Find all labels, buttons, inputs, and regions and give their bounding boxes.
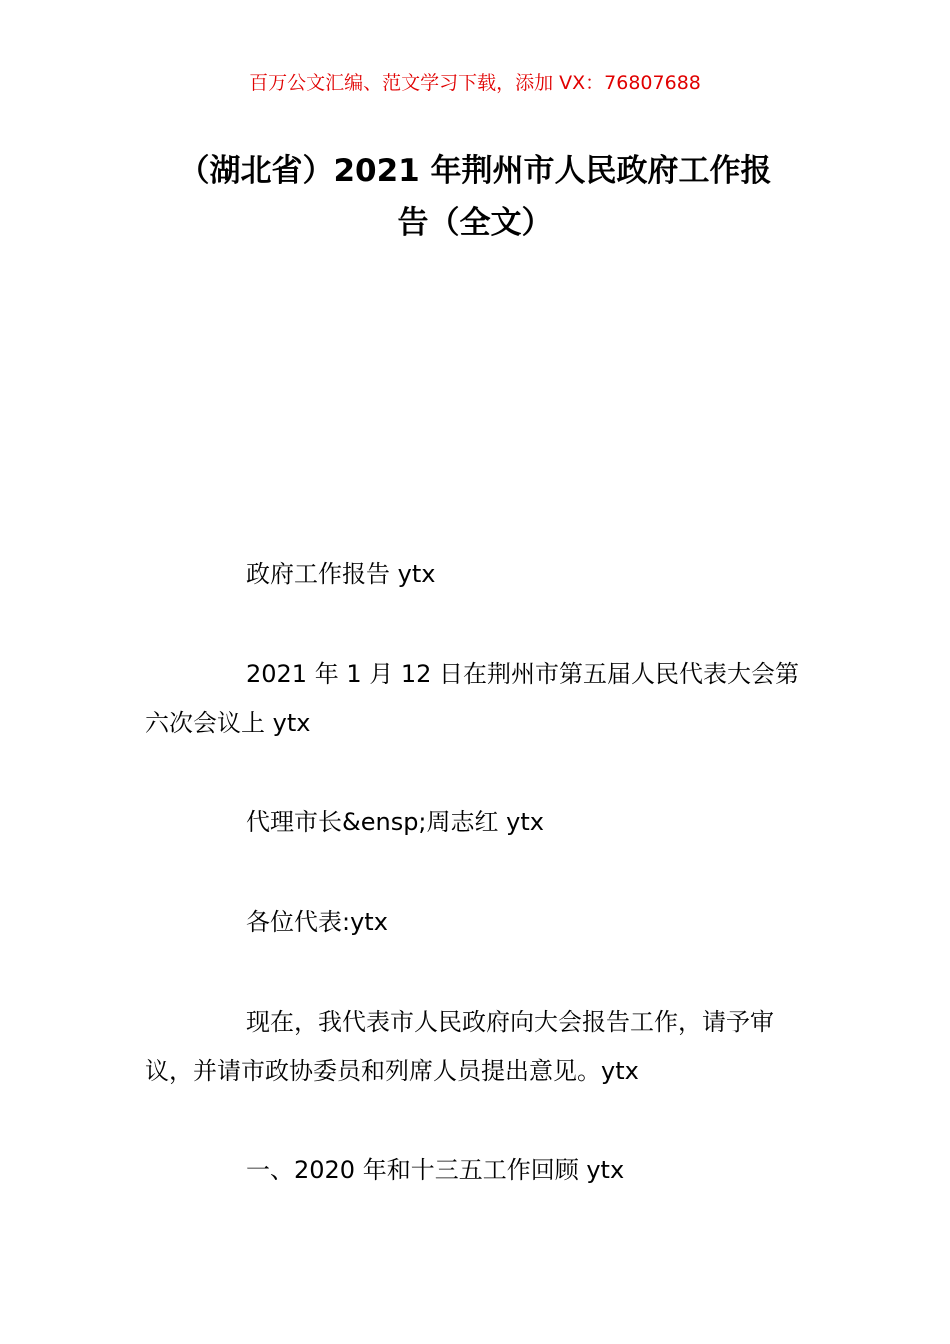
document-title: [145, 145, 805, 249]
section-heading-review: 一、2020 年和十三五工作回顾 ytx: [246, 1156, 625, 1184]
document-title-line-2: 告（全文）: [397, 205, 553, 241]
paragraph-speaker: 代理市长&ensp;周志红 ytx: [246, 808, 544, 836]
paragraph-salutation: 各位代表:ytx: [246, 908, 388, 936]
paragraph-opening: 现在，我代表市人民政府向大会报告工作，请予审议，并请市政协委员和列席人员提出意见。ytx: [145, 1008, 774, 1085]
header-watermark-note: 百万公文汇编、范文学习下载，添加 VX：76807688: [249, 72, 701, 94]
paragraph-report-name: 政府工作报告 ytx: [246, 560, 436, 588]
document-title-line-1: （湖北省）2021 年荆州市人民政府工作报: [178, 153, 772, 189]
paragraph-meeting-info: 2021 年 1 月 12 日在荆州市第五届人民代表大会第六次会议上 ytx: [145, 660, 800, 737]
